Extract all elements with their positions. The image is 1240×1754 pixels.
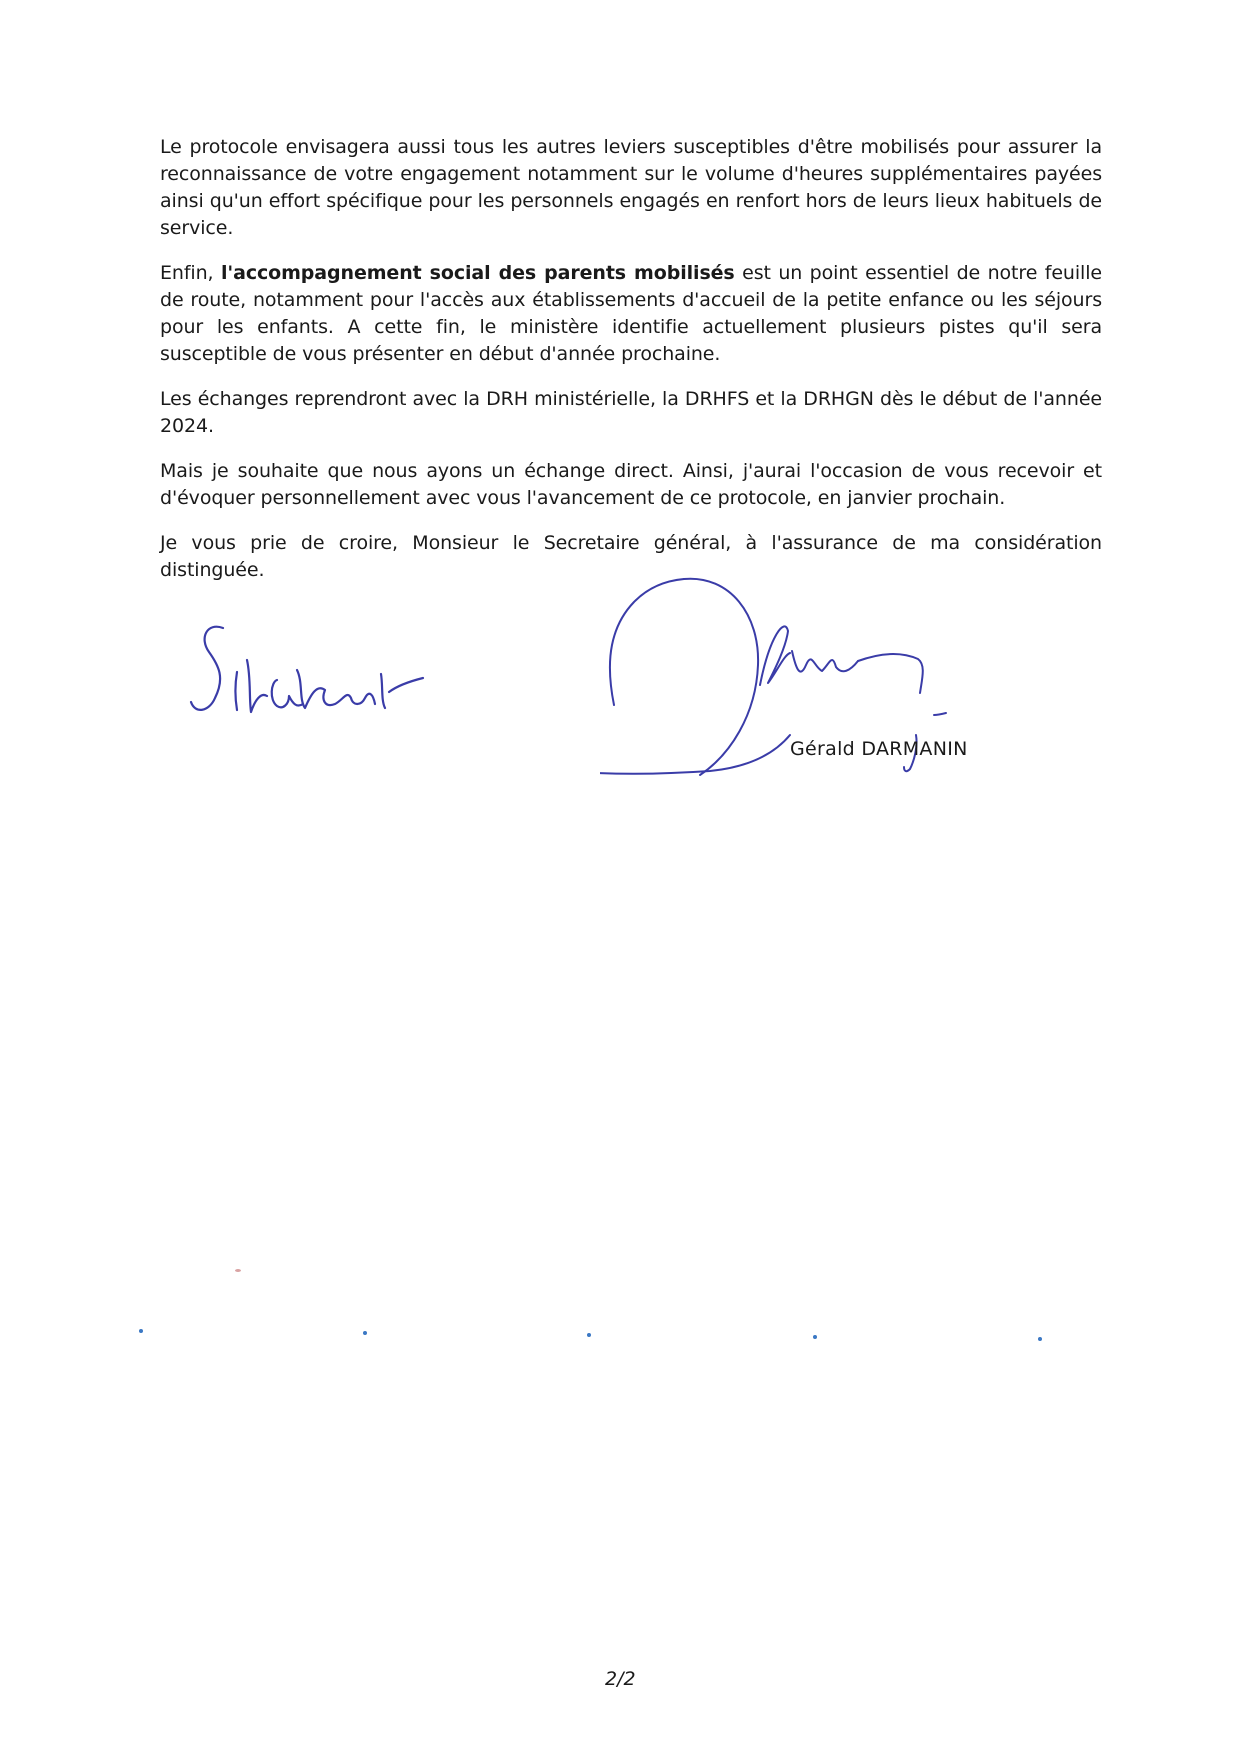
scan-speck [235, 1269, 241, 1272]
paragraph-exchanges: Les échanges reprendront avec la DRH ministérielle, la DRHFS et la DRHGN dès le début de l'année 2024. [160, 388, 1102, 437]
scan-dot [139, 1329, 143, 1333]
page-number: 2/2 [605, 1668, 636, 1690]
paragraph-social-support-suffix: est un point essentiel de notre feuille de route, notamment pour l'accès aux établissements d'accueil de la petite enfance ou les séjours pour les enfants. A cette fin, le ministère identifie actuellement plusieurs pistes qu'il sera susceptible de vous présenter en début d'année prochaine. [160, 262, 1103, 365]
scan-dot [363, 1331, 367, 1335]
paragraph-social-support-prefix: Enfin, [160, 262, 221, 284]
scan-dot [1038, 1337, 1042, 1341]
letter-body [160, 134, 1102, 602]
paragraph-direct-exchange: Mais je souhaite que nous ayons un échange direct. Ainsi, j'aurai l'occasion de vous recevoir et d'évoquer personnellement avec vous l'avancement de ce protocole, en janvier prochain. [160, 460, 1102, 509]
signatory-name: Gérald DARMANIN [790, 738, 968, 760]
scan-dot [813, 1335, 817, 1339]
scan-dot [587, 1333, 591, 1337]
paragraph-protocol: Le protocole envisagera aussi tous les autres leviers susceptibles d'être mobilisés pour assurer la reconnaissance de votre engagement notamment sur le volume d'heures supplémentaires payées ainsi qu'un effort spécifique pour les personnels engagés en renfort hors de leurs lieux habituels de service. [160, 136, 1102, 239]
handwritten-closing [185, 620, 445, 730]
paragraph-social-support [160, 260, 1102, 368]
paragraph-social-support-emphasis: l'accompagnement social des parents mobilisés [220, 262, 735, 284]
paragraph-closing-formula: Je vous prie de croire, Monsieur le Secretaire général, à l'assurance de ma considération distinguée. [160, 532, 1102, 581]
